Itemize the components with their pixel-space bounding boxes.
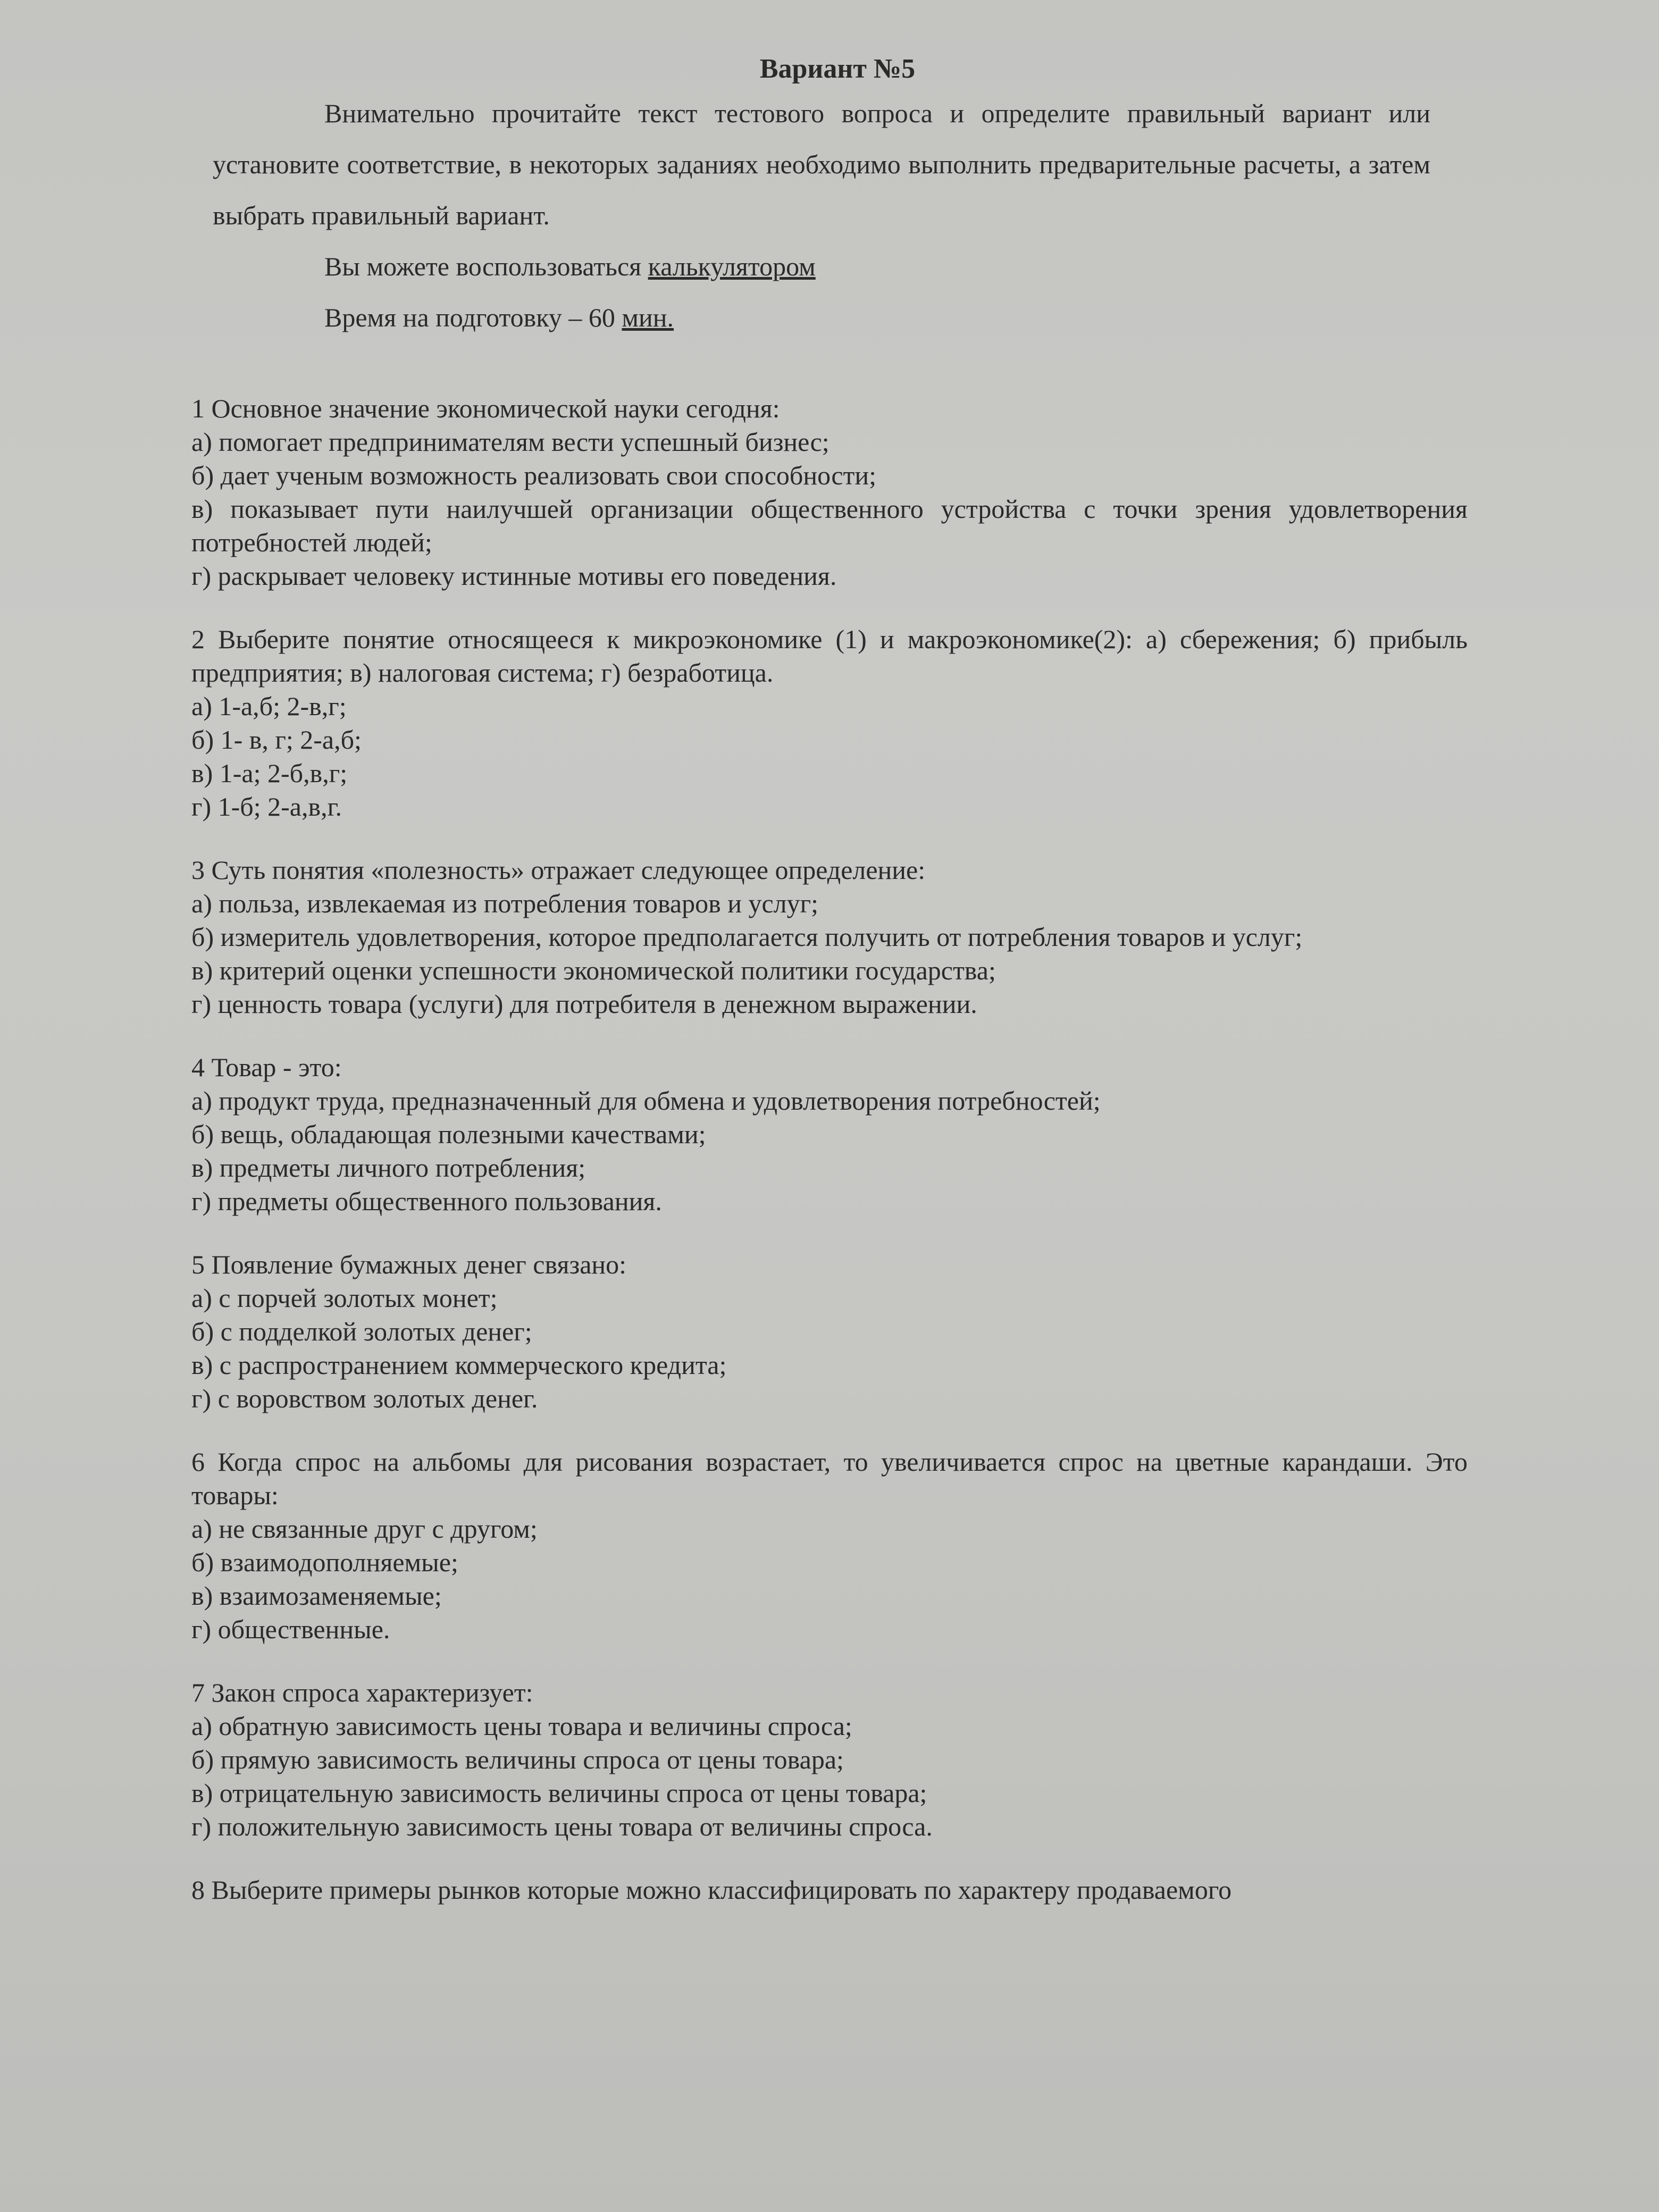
answer-option: в) отрицательную зависимость величины спроса от цены товара; — [191, 1778, 927, 1808]
question-text: 3 Суть понятия «полезность» отражает следующее определение: — [191, 855, 926, 885]
answer-option: в) предметы личного потребления; — [191, 1153, 586, 1183]
answer-option: г) общественные. — [191, 1614, 390, 1644]
time-unit: мин. — [622, 303, 674, 332]
question-1 — [191, 392, 1468, 593]
answer-option: б) прямую зависимость величины спроса от цены товара; — [191, 1745, 844, 1774]
question-text: 8 Выберите примеры рынков которые можно классифицировать по характеру продаваемого — [191, 1875, 1232, 1905]
question-8 — [191, 1873, 1468, 1907]
answer-option: а) не связанные друг с другом; — [191, 1514, 538, 1544]
question-text: 1 Основное значение экономической науки сегодня: — [191, 393, 780, 423]
time-note-text: Время на подготовку – 60 — [324, 303, 622, 332]
instructions-paragraph: Внимательно прочитайте текст тестового вопроса и определите правильный вариант или установите соответствие, в некоторых заданиях необходимо выполнить предварительные расчеты, а затем выбрать правильный вариант. — [213, 98, 1430, 230]
answer-option: а) с порчей золотых монет; — [191, 1283, 498, 1313]
question-4 — [191, 1051, 1468, 1218]
answer-option: б) 1- в, г; 2-а,б; — [191, 725, 362, 755]
question-7 — [191, 1676, 1468, 1844]
answer-option: а) продукт труда, предназначенный для обмена и удовлетворения потребностей; — [191, 1086, 1101, 1116]
page-title: Вариант №5 — [759, 54, 916, 84]
question-3 — [191, 853, 1468, 1021]
answer-option: г) с воровством золотых денег. — [191, 1384, 538, 1413]
question-text: 6 Когда спрос на альбомы для рисования возрастает, то увеличивается спрос на цветные карандаши. Это товары: — [191, 1447, 1468, 1510]
calculator-word: калькулятором — [648, 252, 816, 281]
question-2 — [191, 623, 1468, 824]
answer-option: г) раскрывает человеку истинные мотивы его поведения. — [191, 561, 837, 591]
answer-option: в) критерий оценки успешности экономической политики государства; — [191, 956, 996, 985]
answer-option: а) обратную зависимость цены товара и величины спроса; — [191, 1711, 852, 1741]
time-note — [324, 292, 1484, 343]
answer-option: в) показывает пути наилучшей организации общественного устройства с точки зрения удовлетворения потребностей людей; — [191, 494, 1468, 557]
test-page — [191, 51, 1484, 2172]
answer-option: г) предметы общественного пользования. — [191, 1186, 662, 1216]
question-5 — [191, 1248, 1468, 1415]
answer-option: б) дает ученым возможность реализовать свои способности; — [191, 460, 877, 490]
answer-option: в) взаимозаменяемые; — [191, 1581, 442, 1611]
question-6 — [191, 1445, 1468, 1646]
answer-option: в) с распространением коммерческого кредита; — [191, 1350, 727, 1380]
answer-option: а) помогает предпринимателям вести успешный бизнес; — [191, 427, 830, 457]
calculator-note-text: Вы можете воспользоваться — [324, 252, 648, 281]
answer-option: б) вещь, обладающая полезными качествами; — [191, 1119, 706, 1149]
answer-option: в) 1-а; 2-б,в,г; — [191, 758, 348, 788]
answer-option: а) 1-а,б; 2-в,г; — [191, 691, 347, 721]
question-list — [191, 392, 1468, 1907]
answer-option: г) 1-б; 2-а,в,г. — [191, 792, 342, 822]
answer-option: г) положительную зависимость цены товара от величины спроса. — [191, 1812, 933, 1841]
question-text: 7 Закон спроса характеризует: — [191, 1678, 533, 1707]
answer-option: б) измеритель удовлетворения, которое предполагается получить от потребления товаров и услуг; — [191, 922, 1303, 952]
answer-option: г) ценность товара (услуги) для потребителя в денежном выражении. — [191, 989, 977, 1019]
question-text: 2 Выберите понятие относящееся к микроэкономике (1) и макроэкономике(2): а) сбережения; б) прибыль предприятия; в) налоговая система; г) безработица. — [191, 624, 1468, 688]
question-text: 4 Товар - это: — [191, 1052, 342, 1082]
answer-option: б) с подделкой золотых денег; — [191, 1317, 532, 1346]
question-text: 5 Появление бумажных денег связано: — [191, 1250, 627, 1279]
calculator-note — [324, 241, 1484, 292]
answer-option: а) польза, извлекаемая из потребления товаров и услуг; — [191, 889, 819, 918]
answer-option: б) взаимодополняемые; — [191, 1547, 458, 1577]
